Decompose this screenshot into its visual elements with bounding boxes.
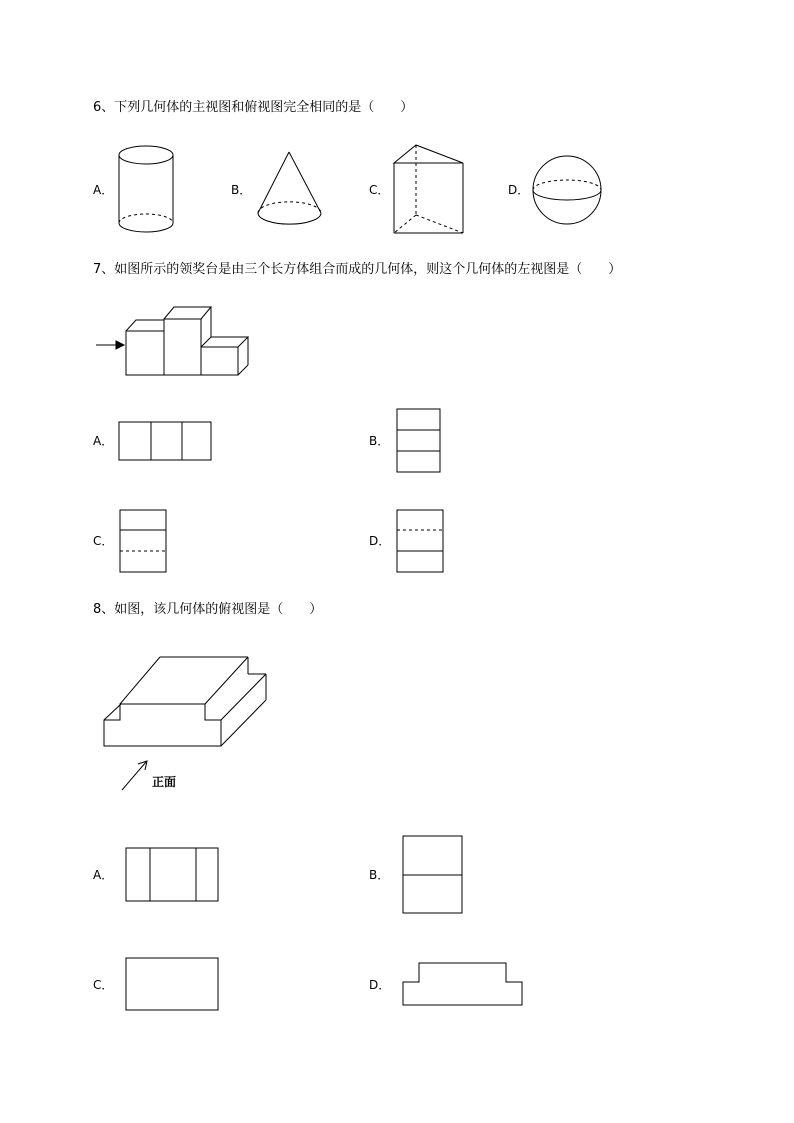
q7-option-d-label: D． — [369, 534, 391, 548]
q7-option-b-figure — [397, 409, 440, 472]
q8-option-d-label: D． — [369, 978, 391, 992]
q7-option-a-label: A． — [93, 434, 114, 448]
q7-view-arrow — [96, 341, 124, 349]
q8-option-c-label: C． — [93, 978, 114, 992]
q7-option-b-label: B． — [369, 434, 390, 448]
front-view-label: 正面 — [152, 775, 177, 789]
q7-option-c-label: C． — [93, 534, 114, 548]
q8-option-d-figure — [403, 963, 522, 1005]
q7-option-a-figure — [119, 422, 211, 460]
q8-option-b-figure — [403, 836, 462, 913]
q8-option-a-label: A． — [93, 868, 114, 882]
q6-option-b-label: B． — [231, 183, 252, 197]
q8-option-b-label: B． — [369, 868, 390, 882]
question-8-text: 8、如图，该几何体的俯视图是（ ） — [93, 602, 323, 617]
q6-cone-figure — [258, 152, 321, 224]
q8-solid-figure — [104, 657, 266, 746]
question-7-text: 7、如图所示的领奖台是由三个长方体组合而成的几何体，则这个几何体的左视图是（ ） — [93, 262, 622, 277]
q7-option-c-figure — [120, 510, 166, 572]
q8-option-a-figure — [126, 848, 218, 901]
q8-front-arrow — [122, 761, 147, 790]
q6-option-a-label: A． — [93, 183, 114, 197]
q6-sphere-figure — [533, 156, 601, 224]
q6-prism-figure — [394, 145, 463, 233]
question-6-text: 6、下列几何体的主视图和俯视图完全相同的是（ ） — [93, 100, 414, 115]
q8-option-c-figure — [126, 958, 218, 1010]
q7-option-d-figure — [397, 510, 443, 572]
q6-option-c-label: C． — [369, 183, 390, 197]
q7-podium-figure — [126, 307, 248, 375]
q6-cylinder-figure — [119, 146, 173, 232]
q6-option-d-label: D． — [508, 183, 530, 197]
